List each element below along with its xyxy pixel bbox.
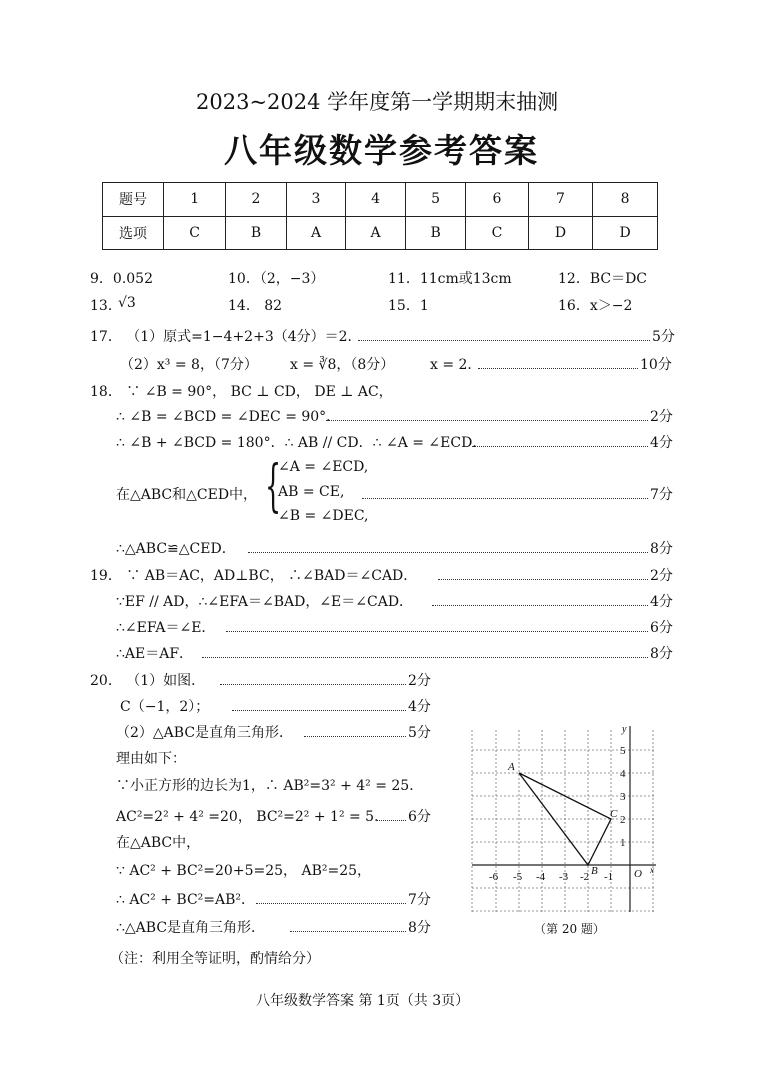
- dot-leader: [290, 931, 406, 932]
- dot-leader: [226, 631, 648, 632]
- dot-leader: [256, 903, 406, 904]
- table-cell: 8: [593, 183, 658, 217]
- q20-line5: ∵小正方形的边长为1，∴ AB²=3² + 4² = 25．: [116, 778, 424, 794]
- q18-cond3: ∠B = ∠DEC,: [278, 508, 369, 524]
- answer-13: 13．: [90, 298, 122, 314]
- point-a-label: A: [508, 761, 515, 773]
- answer-table: [102, 182, 658, 250]
- q18-line2: ∴ ∠B = ∠BCD = ∠DEC = 90°．: [116, 409, 341, 425]
- q19-line2: ∵EF // AD，∴∠EFA＝∠BAD，∠E＝∠CAD．: [116, 594, 414, 610]
- y-tick-label: 4: [620, 768, 626, 780]
- score: 4分: [408, 699, 431, 715]
- table-cell: 7: [528, 183, 593, 217]
- x-tick-label: -4: [536, 871, 546, 883]
- q18-cond1: ∠A = ∠ECD,: [278, 459, 369, 475]
- point-c-label: C: [610, 808, 618, 820]
- answer-9: 9．0.052: [90, 271, 153, 287]
- dot-leader: [362, 498, 648, 499]
- answer-16: 16．x＞−2: [558, 298, 633, 314]
- answer-11: 11．11cm或13cm: [388, 271, 512, 287]
- table-row: [103, 183, 658, 217]
- table-cell: A: [346, 216, 406, 250]
- q19-line4: ∴AE＝AF．: [116, 646, 194, 662]
- score: 2分: [650, 568, 673, 584]
- q20-line8: ∵ AC² + BC²=20+5=25， AB²=25，: [116, 863, 372, 879]
- y-tick-label: 5: [620, 745, 626, 757]
- q18-line5: ∴△ABC≌△CED．: [116, 541, 236, 557]
- q17-line1: 17． （1）原式=1−4+2+3（4分）＝2．: [90, 329, 362, 345]
- answer-10: 10．（2，−3）: [228, 271, 325, 287]
- answer-14: 14． 82: [228, 298, 283, 314]
- table-row: [103, 216, 658, 250]
- q18-line1: 18． ∵ ∠B = 90°， BC ⊥ CD， DE ⊥ AC，: [90, 384, 393, 400]
- q18-line4: 在△ABC和△CED中，: [116, 487, 258, 503]
- dot-leader: [472, 446, 648, 447]
- table-cell: D: [528, 216, 593, 250]
- page-footer: 八年级数学答案 第 1页（共 3页）: [256, 993, 470, 1009]
- score: 10分: [640, 357, 672, 373]
- table-cell: C: [164, 216, 226, 250]
- table-cell: D: [593, 216, 658, 250]
- dot-leader: [248, 552, 648, 553]
- q20-line10: ∴△ABC是直角三角形．: [116, 920, 266, 936]
- score: 2分: [650, 409, 673, 425]
- point-b-label: B: [591, 865, 598, 877]
- table-cell: C: [466, 216, 528, 250]
- q17-line2a: （2）x³ = 8，（7分）: [120, 357, 258, 373]
- table-cell: 1: [164, 183, 226, 217]
- document-title: 八年级数学参考答案: [224, 131, 539, 170]
- q20-line9: ∴ AC² + BC²=AB²．: [116, 892, 256, 908]
- score: 4分: [650, 435, 673, 451]
- answer-15: 15．1: [388, 298, 429, 314]
- y-tick-label: 2: [620, 814, 626, 826]
- dot-leader: [304, 736, 406, 737]
- dot-leader: [478, 368, 638, 369]
- figure-caption: （第 20 题）: [534, 922, 605, 936]
- x-tick-label: -5: [513, 871, 523, 883]
- dot-leader: [358, 340, 650, 341]
- dot-leader: [432, 605, 648, 606]
- table-cell: 2: [226, 183, 286, 217]
- dot-leader: [202, 657, 648, 658]
- x-tick-label: -6: [489, 871, 499, 883]
- exam-title: 2023~2024 学年度第一学期期末抽测: [196, 90, 559, 114]
- dot-leader: [220, 684, 406, 685]
- q19-line1: 19． ∵ AB＝AC，AD⊥BC， ∴∠BAD＝∠CAD．: [90, 568, 418, 584]
- q17-line2c: x = 2．: [430, 357, 482, 373]
- y-axis-label: y: [622, 724, 627, 735]
- answer-13-value: √3: [118, 295, 136, 311]
- coordinate-figure: [470, 722, 660, 914]
- q20-line1: 20． （1）如图．: [90, 673, 206, 689]
- answer-12: 12．BC＝DC: [558, 271, 648, 287]
- score: 7分: [408, 892, 431, 908]
- q19-line3: ∴∠EFA＝∠E．: [116, 620, 216, 636]
- score: 5分: [652, 329, 675, 345]
- q20-line6: AC²=2² + 4² =20， BC²=2² + 1² = 5．: [116, 809, 389, 825]
- table-cell: 6: [466, 183, 528, 217]
- y-tick-label: 3: [620, 791, 626, 803]
- q18-cond2: AB = CE,: [278, 484, 345, 500]
- table-cell: A: [286, 216, 346, 250]
- score: 4分: [650, 594, 673, 610]
- table-cell: 选项: [103, 216, 164, 250]
- score: 8分: [650, 541, 673, 557]
- y-tick-label: 1: [620, 837, 626, 849]
- q20-line4: 理由如下：: [116, 751, 186, 767]
- table-cell: 4: [346, 183, 406, 217]
- score: 8分: [650, 646, 673, 662]
- x-tick-label: -2: [580, 871, 590, 883]
- brace-icon: {: [265, 454, 282, 519]
- dot-leader: [376, 820, 406, 821]
- score: 6分: [650, 620, 673, 636]
- dot-leader: [438, 579, 648, 580]
- score: 6分: [408, 809, 431, 825]
- q17-line2b: x = ∛8，（8分）: [290, 357, 395, 373]
- table-cell: 3: [286, 183, 346, 217]
- table-cell: B: [405, 216, 465, 250]
- q20-line2: C（−1，2）；: [120, 699, 210, 715]
- x-tick-label: -1: [604, 871, 614, 883]
- score: 8分: [408, 920, 431, 936]
- q20-line7: 在△ABC中，: [116, 835, 201, 851]
- dot-leader: [326, 420, 648, 421]
- table-cell: 5: [405, 183, 465, 217]
- x-tick-label: -3: [559, 871, 569, 883]
- q18-line3: ∴ ∠B + ∠BCD = 180°．∴ AB // CD．∴ ∠A = ∠ECD．: [116, 435, 487, 451]
- score: 5分: [408, 725, 431, 741]
- origin-label: O: [634, 868, 642, 880]
- q20-note: （注：利用全等证明，酌情给分）: [110, 951, 320, 967]
- q20-line3: （2）△ABC是直角三角形．: [116, 725, 294, 741]
- table-cell: B: [226, 216, 286, 250]
- x-axis-label: x: [650, 865, 654, 875]
- score: 2分: [408, 673, 431, 689]
- score: 7分: [650, 487, 673, 503]
- table-cell: 题号: [103, 183, 164, 217]
- dot-leader: [232, 710, 406, 711]
